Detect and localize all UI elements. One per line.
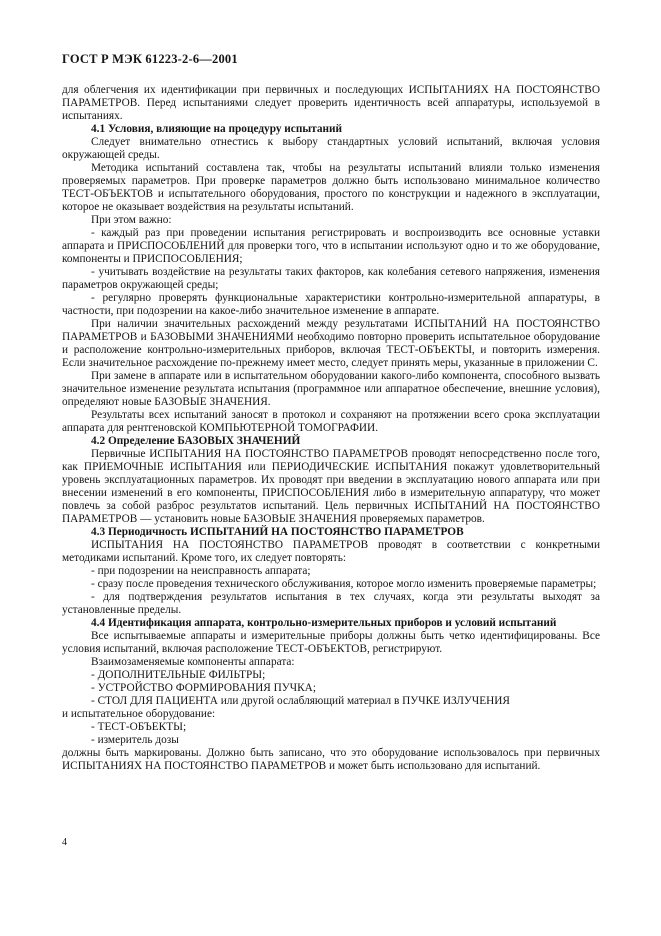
paragraph: - ДОПОЛНИТЕЛЬНЫЕ ФИЛЬТРЫ;	[91, 669, 266, 681]
paragraph: Результаты всех испытаний заносят в протокол и сохраняют на протяжении всего срока эксплуатации аппарата для рентгеновской КОМПЬЮТЕРНОЙ ТОМОГРАФИИ.	[62, 409, 600, 434]
paragraph: Все испытываемые аппараты и измерительные приборы должны быть четко идентифицированы. Все условия испытаний, включая расположение ТЕСТ-ОБЪЕКТОВ, регистрируют.	[62, 630, 600, 655]
paragraph: - учитывать воздействие на результаты таких факторов, как колебания сетевого напряжения, изменения параметров окружающей среды;	[62, 266, 600, 291]
paragraph: - измеритель дозы	[91, 734, 179, 746]
paragraph: При наличии значительных расхождений между результатами ИСПЫТАНИЙ НА ПОСТОЯНСТВО ПАРАМЕТРОВ и БАЗОВЫМИ ЗНАЧЕНИЯМИ необходимо повторно проверить испытательное оборудование и расположение контрольно-измерительных приборов, включая ТЕСТ-ОБЪЕКТЫ, и повторить измерения. Если значительное расхождение по-прежнему имеет место, следует принять меры, указанные в приложении С.	[62, 318, 600, 369]
paragraph: - при подозрении на неисправность аппарата;	[91, 565, 311, 577]
document-body	[62, 84, 600, 773]
paragraph: - ТЕСТ-ОБЪЕКТЫ;	[91, 721, 187, 733]
paragraph: При этом важно:	[91, 214, 172, 226]
paragraph: - для подтверждения результатов испытания в тех случаях, когда эти результаты выходят за установленные пределы.	[62, 591, 600, 616]
section-heading: 4.4 Идентификация аппарата, контрольно-измерительных приборов и условий испытаний	[91, 617, 557, 629]
page-number: 4	[62, 837, 67, 848]
paragraph: Взаимозаменяемые компоненты аппарата:	[91, 656, 295, 668]
paragraph: Первичные ИСПЫТАНИЯ НА ПОСТОЯНСТВО ПАРАМЕТРОВ проводят непосредственно после того, как ПРИЕМОЧНЫЕ ИСПЫТАНИЯ или ПЕРИОДИЧЕСКИЕ ИСПЫТАНИЯ покажут удовлетворительный уровень эксплуатационных параметров. Их проводят при введении в эксплуатацию нового аппарата или при внесении изменений в его компоненты, ПРИСПОСОБЛЕНИЯ либо в измерительную аппаратуру, что может повлечь за собой разброс результатов испытаний. Цель первичных ИСПЫТАНИЙ НА ПОСТОЯНСТВО ПАРАМЕТРОВ — установить новые БАЗОВЫЕ ЗНАЧЕНИЯ проверяемых параметров.	[62, 448, 600, 525]
paragraph: - каждый раз при проведении испытания регистрировать и воспроизводить все основные уставки аппарата и ПРИСПОСОБЛЕНИЙ для проверки того, что в испытании используют одно и то же оборудование, компоненты и ПРИСПОСОБЛЕНИЯ;	[62, 227, 600, 265]
paragraph: Методика испытаний составлена так, чтобы на результаты испытаний влияли только изменения проверяемых параметров. При проверке параметров должно быть использовано минимальное количество ТЕСТ-ОБЪЕКТОВ и испытательного оборудования, простого по конструкции и надежного в эксплуатации, которое не оказывает воздействия на результаты испытаний.	[62, 162, 600, 213]
paragraph: При замене в аппарате или в испытательном оборудовании какого-либо компонента, способного вызвать значительное изменение результата испытания (программное или аппаратное обеспечение, внешние условия), определяют новые БАЗОВЫЕ ЗНАЧЕНИЯ.	[62, 370, 600, 408]
section-heading: 4.3 Периодичность ИСПЫТАНИЙ НА ПОСТОЯНСТВО ПАРАМЕТРОВ	[91, 526, 464, 538]
standard-header: ГОСТ Р МЭК 61223-2-6—2001	[62, 52, 238, 66]
paragraph: - УСТРОЙСТВО ФОРМИРОВАНИЯ ПУЧКА;	[91, 682, 316, 694]
paragraph: Следует внимательно отнестись к выбору стандартных условий испытаний, включая условия окружающей среды.	[62, 136, 600, 161]
paragraph: для облегчения их идентификации при первичных и последующих ИСПЫТАНИЯХ НА ПОСТОЯНСТВО ПАРАМЕТРОВ. Перед испытаниями следует проверить идентичность всей аппаратуры, используемой в испытаниях.	[62, 84, 600, 122]
paragraph: - регулярно проверять функциональные характеристики контрольно-измерительной аппаратуры, в частности, при подозрении на какое-либо значительное изменение в аппарате.	[62, 292, 600, 317]
paragraph: - сразу после проведения технического обслуживания, которое могло изменить проверяемые параметры;	[91, 578, 597, 590]
paragraph: и испытательное оборудование:	[62, 708, 216, 720]
section-heading: 4.1 Условия, влияющие на процедуру испытаний	[91, 123, 343, 135]
paragraph: - СТОЛ ДЛЯ ПАЦИЕНТА или другой ослабляющий материал в ПУЧКЕ ИЗЛУЧЕНИЯ	[91, 695, 510, 707]
paragraph: должны быть маркированы. Должно быть записано, что это оборудование использовалось при первичных ИСПЫТАНИЯХ НА ПОСТОЯНСТВО ПАРАМЕТРОВ и может быть использовано для испытаний.	[62, 747, 600, 772]
section-heading: 4.2 Определение БАЗОВЫХ ЗНАЧЕНИЙ	[91, 435, 301, 447]
paragraph: ИСПЫТАНИЯ НА ПОСТОЯНСТВО ПАРАМЕТРОВ проводят в соответствии с конкретными методиками испытаний. Кроме того, их следует повторять:	[62, 539, 600, 564]
